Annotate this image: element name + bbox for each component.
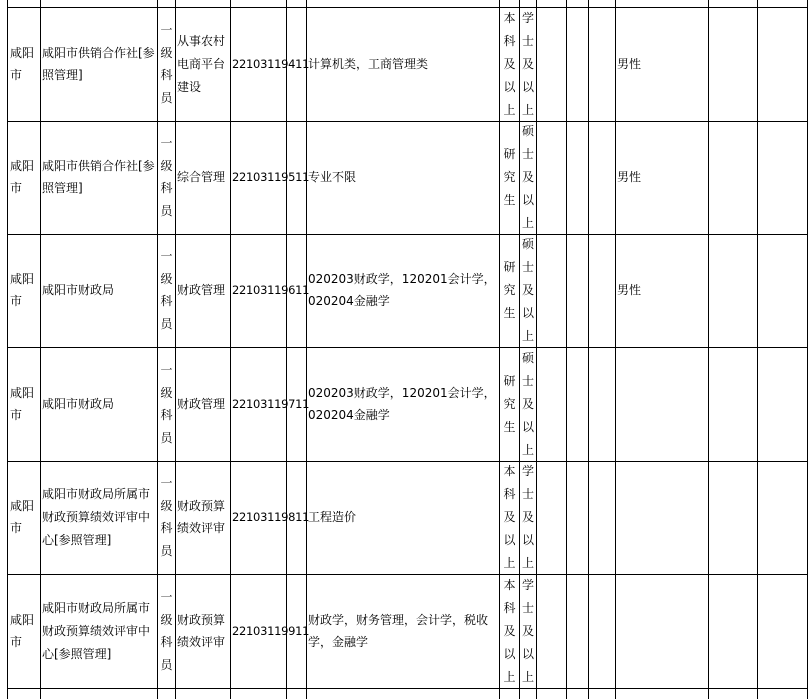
blank-cell bbox=[307, 0, 500, 8]
major-cell bbox=[307, 461, 500, 575]
code-cell-text: 22103119411 bbox=[232, 56, 310, 71]
blank-cell bbox=[537, 348, 567, 462]
blank-cell bbox=[567, 348, 589, 462]
blank-cell bbox=[287, 121, 307, 235]
code-cell-text: 22103119611 bbox=[232, 282, 310, 297]
blank-cell bbox=[537, 689, 567, 699]
table-row bbox=[0, 234, 808, 348]
blank-cell bbox=[7, 0, 41, 8]
blank-cell bbox=[567, 575, 589, 689]
blank-cell bbox=[616, 689, 709, 699]
degree-cell-text: 学士及以上 bbox=[521, 578, 534, 684]
other-requirements-cell-text: 男性 bbox=[617, 169, 642, 184]
position-cell bbox=[176, 121, 231, 235]
other-requirements-cell-text: 男性 bbox=[617, 282, 642, 297]
education-cell bbox=[500, 575, 520, 689]
code-cell bbox=[231, 234, 310, 348]
blank-cell bbox=[520, 0, 537, 8]
blank-cell bbox=[709, 348, 758, 462]
code-cell bbox=[231, 461, 310, 575]
other-requirements-cell bbox=[616, 575, 709, 689]
blank-cell bbox=[589, 689, 616, 699]
unit-cell bbox=[41, 8, 158, 122]
position-cell-text: 财政预算绩效评审 bbox=[177, 498, 226, 536]
blank-cell bbox=[287, 234, 307, 348]
blank-cell bbox=[589, 348, 616, 462]
city-cell bbox=[7, 575, 41, 689]
blank-cell bbox=[589, 575, 616, 689]
city-cell bbox=[7, 234, 41, 348]
city-cell-text: 咸阳市 bbox=[10, 612, 35, 650]
blank-cell bbox=[287, 348, 307, 462]
major-cell bbox=[307, 121, 500, 235]
degree-cell bbox=[520, 8, 537, 122]
code-cell-text: 22103119811 bbox=[232, 509, 310, 524]
blank-cell bbox=[500, 0, 520, 8]
unit-cell bbox=[41, 461, 158, 575]
blank-cell bbox=[709, 8, 758, 122]
unit-cell-text: 咸阳市财政局 bbox=[42, 396, 115, 411]
unit-cell bbox=[41, 234, 158, 348]
blank-cell bbox=[7, 689, 41, 699]
table-row bbox=[0, 575, 808, 689]
code-cell bbox=[231, 121, 310, 235]
education-cell bbox=[500, 461, 520, 575]
blank-cell bbox=[758, 121, 808, 235]
position-cell-text: 综合管理 bbox=[177, 169, 226, 184]
rank-cell-text: 一级科员 bbox=[160, 589, 173, 673]
city-cell bbox=[7, 461, 41, 575]
blank-cell bbox=[589, 234, 616, 348]
degree-cell-text: 硕士及以上 bbox=[521, 237, 534, 343]
position-cell-text: 财政管理 bbox=[177, 396, 226, 411]
education-cell bbox=[500, 8, 520, 122]
blank-cell bbox=[709, 461, 758, 575]
major-cell bbox=[307, 575, 500, 689]
unit-cell bbox=[41, 575, 158, 689]
blank-cell bbox=[567, 121, 589, 235]
degree-cell bbox=[520, 461, 537, 575]
other-requirements-cell bbox=[616, 121, 709, 235]
position-cell-text: 财政管理 bbox=[177, 282, 226, 297]
blank-cell bbox=[589, 121, 616, 235]
position-cell-text: 财政预算绩效评审 bbox=[177, 612, 226, 650]
blank-cell bbox=[287, 0, 307, 8]
other-requirements-cell bbox=[616, 348, 709, 462]
blank-cell bbox=[307, 689, 500, 699]
position-cell bbox=[176, 348, 231, 462]
major-cell bbox=[307, 348, 500, 462]
major-cell bbox=[307, 8, 500, 122]
blank-cell bbox=[158, 689, 176, 699]
city-cell bbox=[7, 121, 41, 235]
rank-cell bbox=[158, 461, 176, 575]
other-requirements-cell bbox=[616, 8, 709, 122]
degree-cell bbox=[520, 234, 537, 348]
education-cell bbox=[500, 121, 520, 235]
major-cell-text: 020203财政学，120201会计学，020204金融学 bbox=[308, 271, 496, 309]
rank-cell bbox=[158, 234, 176, 348]
rank-cell-text: 一级科员 bbox=[160, 362, 173, 446]
blank-cell bbox=[589, 8, 616, 122]
blank-cell bbox=[709, 575, 758, 689]
unit-cell-text: 咸阳市财政局 bbox=[42, 282, 115, 297]
blank-cell bbox=[758, 689, 808, 699]
education-cell-text: 本科及以上 bbox=[503, 464, 516, 570]
rank-cell bbox=[158, 575, 176, 689]
position-cell bbox=[176, 234, 231, 348]
table-row-partial bbox=[0, 689, 808, 699]
code-cell bbox=[231, 8, 310, 122]
blank-cell bbox=[567, 0, 589, 8]
code-cell-text: 22103119711 bbox=[232, 396, 310, 411]
rank-cell-text: 一级科员 bbox=[160, 248, 173, 332]
city-cell-text: 咸阳市 bbox=[10, 271, 35, 309]
rank-cell bbox=[158, 121, 176, 235]
table-row-partial bbox=[0, 0, 808, 8]
rank-cell-text: 一级科员 bbox=[160, 22, 173, 106]
blank-cell bbox=[176, 0, 231, 8]
degree-cell-text: 硕士及以上 bbox=[521, 351, 534, 457]
blank-cell bbox=[520, 689, 537, 699]
major-cell-text: 计算机类，工商管理类 bbox=[308, 56, 429, 71]
blank-cell bbox=[287, 461, 307, 575]
blank-cell bbox=[158, 0, 176, 8]
position-cell-text: 从事农村电商平台建设 bbox=[177, 34, 226, 94]
degree-cell bbox=[520, 121, 537, 235]
city-cell-text: 咸阳市 bbox=[10, 45, 35, 83]
unit-cell bbox=[41, 121, 158, 235]
education-cell bbox=[500, 348, 520, 462]
education-cell bbox=[500, 234, 520, 348]
position-cell bbox=[176, 575, 231, 689]
blank-cell bbox=[709, 689, 758, 699]
education-cell-text: 本科及以上 bbox=[503, 578, 516, 684]
degree-cell-text: 学士及以上 bbox=[521, 11, 534, 117]
blank-cell bbox=[758, 575, 808, 689]
code-cell bbox=[231, 348, 310, 462]
code-cell bbox=[231, 575, 310, 689]
position-cell bbox=[176, 461, 231, 575]
education-cell-text: 研究生 bbox=[503, 147, 516, 207]
other-requirements-cell bbox=[616, 234, 709, 348]
blank-cell bbox=[537, 234, 567, 348]
code-cell-text: 22103119911 bbox=[232, 623, 310, 638]
blank-cell bbox=[537, 8, 567, 122]
rank-cell-text: 一级科员 bbox=[160, 135, 173, 219]
blank-cell bbox=[709, 121, 758, 235]
blank-cell bbox=[758, 0, 808, 8]
blank-cell bbox=[287, 575, 307, 689]
blank-cell bbox=[231, 0, 287, 8]
blank-cell bbox=[589, 0, 616, 8]
blank-cell bbox=[537, 121, 567, 235]
education-cell-text: 研究生 bbox=[503, 260, 516, 320]
blank-cell bbox=[537, 461, 567, 575]
city-cell-text: 咸阳市 bbox=[10, 385, 35, 423]
blank-cell bbox=[41, 689, 158, 699]
blank-cell bbox=[589, 461, 616, 575]
blank-cell bbox=[616, 0, 709, 8]
unit-cell-text: 咸阳市财政局所属市财政预算绩效评审中心[参照管理] bbox=[42, 601, 151, 661]
rank-cell bbox=[158, 348, 176, 462]
blank-cell bbox=[537, 575, 567, 689]
blank-cell bbox=[500, 689, 520, 699]
unit-cell-text: 咸阳市供销合作社[参照管理] bbox=[42, 45, 155, 83]
blank-cell bbox=[709, 234, 758, 348]
unit-cell bbox=[41, 348, 158, 462]
blank-cell bbox=[287, 689, 307, 699]
degree-cell bbox=[520, 575, 537, 689]
blank-cell bbox=[758, 234, 808, 348]
major-cell-text: 工程造价 bbox=[308, 509, 357, 524]
unit-cell-text: 咸阳市供销合作社[参照管理] bbox=[42, 158, 155, 196]
blank-cell bbox=[231, 689, 287, 699]
degree-cell-text: 硕士及以上 bbox=[521, 124, 534, 230]
education-cell-text: 研究生 bbox=[503, 374, 516, 434]
city-cell-text: 咸阳市 bbox=[10, 158, 35, 196]
unit-cell-text: 咸阳市财政局所属市财政预算绩效评审中心[参照管理] bbox=[42, 487, 151, 547]
other-requirements-cell bbox=[616, 461, 709, 575]
blank-cell bbox=[567, 234, 589, 348]
major-cell-text: 020203财政学，120201会计学，020204金融学 bbox=[308, 385, 496, 423]
degree-cell-text: 学士及以上 bbox=[521, 464, 534, 570]
blank-cell bbox=[176, 689, 231, 699]
major-cell bbox=[307, 234, 500, 348]
blank-cell bbox=[709, 0, 758, 8]
table-row bbox=[0, 461, 808, 575]
other-requirements-cell-text: 男性 bbox=[617, 56, 642, 71]
blank-cell bbox=[41, 0, 158, 8]
blank-cell bbox=[567, 461, 589, 575]
position-cell bbox=[176, 8, 231, 122]
city-cell bbox=[7, 348, 41, 462]
blank-cell bbox=[758, 461, 808, 575]
table-row bbox=[0, 121, 808, 235]
table-row bbox=[0, 8, 808, 122]
blank-cell bbox=[758, 348, 808, 462]
education-cell-text: 本科及以上 bbox=[503, 11, 516, 117]
blank-cell bbox=[758, 8, 808, 122]
rank-cell-text: 一级科员 bbox=[160, 475, 173, 559]
blank-cell bbox=[567, 689, 589, 699]
major-cell-text: 专业不限 bbox=[308, 169, 357, 184]
city-cell-text: 咸阳市 bbox=[10, 498, 35, 536]
blank-cell bbox=[567, 8, 589, 122]
city-cell bbox=[7, 8, 41, 122]
table-row bbox=[0, 348, 808, 462]
degree-cell bbox=[520, 348, 537, 462]
code-cell-text: 22103119511 bbox=[232, 169, 310, 184]
rank-cell bbox=[158, 8, 176, 122]
major-cell-text: 财政学，财务管理，会计学，税收学，金融学 bbox=[308, 612, 489, 650]
blank-cell bbox=[287, 8, 307, 122]
blank-cell bbox=[537, 0, 567, 8]
